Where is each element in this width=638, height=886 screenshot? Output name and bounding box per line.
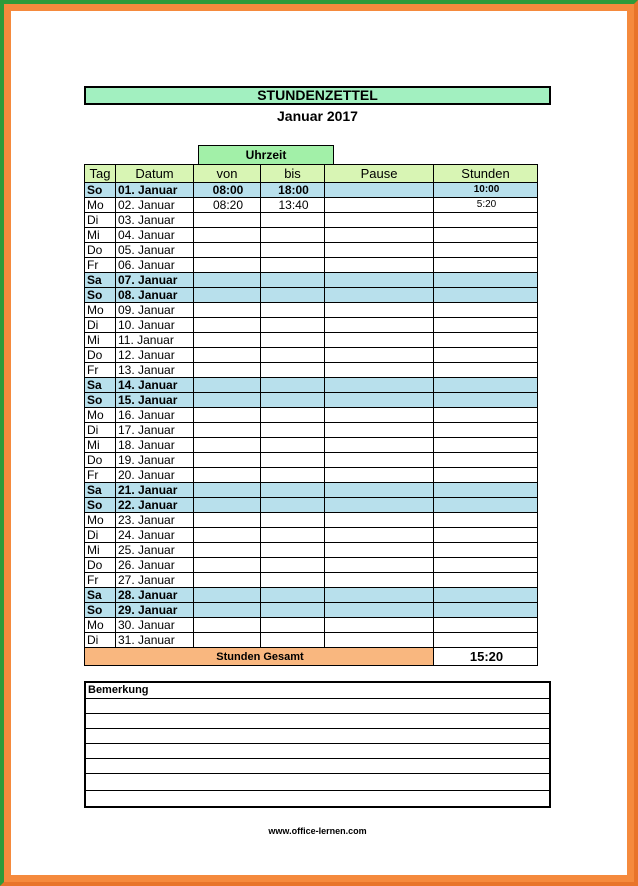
cell-bis[interactable] <box>261 468 325 483</box>
cell-von[interactable] <box>194 318 261 333</box>
table-row <box>85 243 538 258</box>
remarks-line <box>86 758 549 759</box>
cell-pause[interactable] <box>325 498 434 513</box>
column-header-datum: Datum <box>116 165 194 183</box>
cell-tag: So <box>85 183 116 198</box>
cell-pause[interactable] <box>325 513 434 528</box>
cell-bis[interactable] <box>261 513 325 528</box>
table-row <box>85 273 538 288</box>
table-header-row <box>85 165 538 183</box>
total-row <box>85 648 538 666</box>
column-header-stunden: Stunden <box>434 165 538 183</box>
cell-datum: 28. Januar <box>116 588 194 603</box>
cell-pause[interactable] <box>325 243 434 258</box>
cell-tag: So <box>85 603 116 618</box>
cell-stunden[interactable] <box>434 528 538 543</box>
cell-datum: 11. Januar <box>116 333 194 348</box>
cell-bis[interactable] <box>261 318 325 333</box>
cell-von[interactable] <box>194 258 261 273</box>
cell-tag: So <box>85 393 116 408</box>
cell-datum: 03. Januar <box>116 213 194 228</box>
table-row <box>85 183 538 198</box>
cell-stunden[interactable] <box>434 258 538 273</box>
cell-von[interactable] <box>194 213 261 228</box>
cell-datum: 18. Januar <box>116 438 194 453</box>
cell-pause[interactable] <box>325 363 434 378</box>
cell-datum: 07. Januar <box>116 273 194 288</box>
cell-tag: Mo <box>85 618 116 633</box>
footer-url: www.office-lernen.com <box>268 826 367 836</box>
cell-von[interactable] <box>194 588 261 603</box>
table-row <box>85 603 538 618</box>
cell-pause[interactable] <box>325 378 434 393</box>
cell-tag: Fr <box>85 468 116 483</box>
cell-stunden[interactable] <box>434 288 538 303</box>
cell-bis[interactable] <box>261 633 325 648</box>
table-row <box>85 483 538 498</box>
cell-bis[interactable]: 13:40 <box>261 198 325 213</box>
cell-pause[interactable] <box>325 318 434 333</box>
table-row <box>85 393 538 408</box>
cell-bis[interactable] <box>261 543 325 558</box>
cell-pause[interactable] <box>325 288 434 303</box>
remarks-line <box>86 713 549 714</box>
cell-bis[interactable] <box>261 618 325 633</box>
cell-bis[interactable] <box>261 213 325 228</box>
cell-stunden[interactable] <box>434 318 538 333</box>
cell-bis[interactable] <box>261 558 325 573</box>
table-row <box>85 213 538 228</box>
table-row <box>85 573 538 588</box>
cell-tag: Fr <box>85 573 116 588</box>
cell-pause[interactable] <box>325 213 434 228</box>
cell-pause[interactable] <box>325 258 434 273</box>
table-row <box>85 543 538 558</box>
cell-bis[interactable] <box>261 333 325 348</box>
table-row <box>85 228 538 243</box>
cell-bis[interactable] <box>261 528 325 543</box>
cell-datum: 10. Januar <box>116 318 194 333</box>
remarks-line <box>86 743 549 744</box>
cell-bis[interactable] <box>261 393 325 408</box>
cell-datum: 02. Januar <box>116 198 194 213</box>
cell-bis[interactable] <box>261 273 325 288</box>
cell-pause[interactable] <box>325 333 434 348</box>
cell-datum: 22. Januar <box>116 498 194 513</box>
cell-pause[interactable] <box>325 483 434 498</box>
cell-stunden[interactable] <box>434 618 538 633</box>
cell-stunden[interactable] <box>434 633 538 648</box>
cell-tag: Sa <box>85 483 116 498</box>
cell-pause[interactable] <box>325 198 434 213</box>
cell-stunden[interactable] <box>434 363 538 378</box>
cell-bis[interactable] <box>261 423 325 438</box>
cell-pause[interactable] <box>325 558 434 573</box>
remarks-box[interactable] <box>84 681 551 808</box>
cell-stunden[interactable] <box>434 273 538 288</box>
cell-datum: 14. Januar <box>116 378 194 393</box>
cell-stunden[interactable] <box>434 513 538 528</box>
cell-von[interactable] <box>194 378 261 393</box>
cell-pause[interactable] <box>325 588 434 603</box>
cell-tag: Fr <box>85 363 116 378</box>
table-row <box>85 438 538 453</box>
cell-tag: Mi <box>85 333 116 348</box>
cell-tag: Do <box>85 243 116 258</box>
cell-von[interactable] <box>194 483 261 498</box>
cell-stunden[interactable] <box>434 348 538 363</box>
cell-pause[interactable] <box>325 453 434 468</box>
cell-bis[interactable] <box>261 228 325 243</box>
cell-pause[interactable] <box>325 183 434 198</box>
table-row <box>85 633 538 648</box>
table-row <box>85 498 538 513</box>
cell-pause[interactable] <box>325 408 434 423</box>
cell-von[interactable] <box>194 363 261 378</box>
uhrzeit-group-header: Uhrzeit <box>198 145 334 164</box>
cell-pause[interactable] <box>325 423 434 438</box>
cell-von[interactable] <box>194 453 261 468</box>
cell-bis[interactable] <box>261 288 325 303</box>
cell-bis[interactable] <box>261 348 325 363</box>
cell-von[interactable] <box>194 618 261 633</box>
cell-datum: 27. Januar <box>116 573 194 588</box>
cell-von[interactable] <box>194 333 261 348</box>
cell-bis[interactable] <box>261 258 325 273</box>
cell-von[interactable] <box>194 573 261 588</box>
cell-tag: Do <box>85 558 116 573</box>
cell-datum: 13. Januar <box>116 363 194 378</box>
cell-stunden[interactable] <box>434 423 538 438</box>
cell-von[interactable] <box>194 603 261 618</box>
cell-stunden[interactable] <box>434 438 538 453</box>
cell-tag: Di <box>85 528 116 543</box>
cell-bis[interactable] <box>261 483 325 498</box>
cell-tag: Sa <box>85 273 116 288</box>
cell-bis[interactable] <box>261 243 325 258</box>
cell-von[interactable] <box>194 513 261 528</box>
cell-bis[interactable] <box>261 573 325 588</box>
cell-tag: Mo <box>85 513 116 528</box>
column-header-pause: Pause <box>325 165 434 183</box>
cell-pause[interactable] <box>325 633 434 648</box>
cell-datum: 31. Januar <box>116 633 194 648</box>
cell-von[interactable] <box>194 228 261 243</box>
cell-stunden[interactable] <box>434 393 538 408</box>
cell-bis[interactable] <box>261 453 325 468</box>
cell-von[interactable] <box>194 408 261 423</box>
cell-stunden[interactable] <box>434 468 538 483</box>
cell-datum: 15. Januar <box>116 393 194 408</box>
cell-tag: Mi <box>85 543 116 558</box>
remarks-label: Bemerkung <box>88 684 149 696</box>
cell-tag: Di <box>85 423 116 438</box>
table-row <box>85 423 538 438</box>
cell-von[interactable] <box>194 528 261 543</box>
table-row <box>85 333 538 348</box>
table-row <box>85 288 538 303</box>
cell-von[interactable] <box>194 558 261 573</box>
cell-tag: So <box>85 498 116 513</box>
cell-datum: 16. Januar <box>116 408 194 423</box>
cell-tag: Di <box>85 633 116 648</box>
cell-stunden[interactable] <box>434 408 538 423</box>
cell-bis[interactable]: 18:00 <box>261 183 325 198</box>
cell-pause[interactable] <box>325 303 434 318</box>
table-body <box>85 183 538 648</box>
cell-tag: So <box>85 288 116 303</box>
cell-stunden[interactable] <box>434 243 538 258</box>
cell-stunden[interactable] <box>434 603 538 618</box>
cell-von[interactable] <box>194 348 261 363</box>
cell-tag: Fr <box>85 258 116 273</box>
table-row <box>85 363 538 378</box>
cell-von[interactable] <box>194 438 261 453</box>
table-row <box>85 618 538 633</box>
table-row <box>85 303 538 318</box>
cell-von[interactable] <box>194 393 261 408</box>
remarks-line <box>86 728 549 729</box>
cell-datum: 21. Januar <box>116 483 194 498</box>
cell-datum: 05. Januar <box>116 243 194 258</box>
cell-stunden[interactable] <box>434 453 538 468</box>
cell-datum: 29. Januar <box>116 603 194 618</box>
cell-pause[interactable] <box>325 543 434 558</box>
table-row <box>85 528 538 543</box>
cell-bis[interactable] <box>261 303 325 318</box>
cell-stunden[interactable] <box>434 378 538 393</box>
cell-bis[interactable] <box>261 408 325 423</box>
cell-von[interactable] <box>194 423 261 438</box>
cell-datum: 12. Januar <box>116 348 194 363</box>
cell-datum: 19. Januar <box>116 453 194 468</box>
cell-bis[interactable] <box>261 438 325 453</box>
cell-datum: 30. Januar <box>116 618 194 633</box>
cell-tag: Sa <box>85 378 116 393</box>
cell-stunden[interactable] <box>434 543 538 558</box>
column-header-bis: bis <box>261 165 325 183</box>
cell-pause[interactable] <box>325 438 434 453</box>
remarks-line <box>86 698 549 699</box>
cell-datum: 20. Januar <box>116 468 194 483</box>
cell-datum: 06. Januar <box>116 258 194 273</box>
cell-von[interactable] <box>194 543 261 558</box>
table-row <box>85 513 538 528</box>
table-row <box>85 468 538 483</box>
cell-stunden[interactable] <box>434 303 538 318</box>
cell-von[interactable] <box>194 633 261 648</box>
cell-stunden[interactable] <box>434 333 538 348</box>
cell-von[interactable] <box>194 468 261 483</box>
table-row <box>85 258 538 273</box>
cell-stunden[interactable]: 5:20 <box>434 198 538 213</box>
cell-datum: 26. Januar <box>116 558 194 573</box>
cell-pause[interactable] <box>325 573 434 588</box>
total-label: Stunden Gesamt <box>85 648 434 666</box>
cell-stunden[interactable] <box>434 483 538 498</box>
cell-stunden[interactable] <box>434 588 538 603</box>
total-value[interactable]: 15:20 <box>434 648 538 666</box>
cell-pause[interactable] <box>325 618 434 633</box>
cell-stunden[interactable] <box>434 213 538 228</box>
remarks-line <box>86 790 549 791</box>
cell-von[interactable] <box>194 303 261 318</box>
table-row <box>85 348 538 363</box>
cell-pause[interactable] <box>325 468 434 483</box>
column-header-tag: Tag <box>85 165 116 183</box>
month-subtitle: Januar 2017 <box>277 108 358 124</box>
cell-von[interactable] <box>194 243 261 258</box>
cell-tag: Do <box>85 453 116 468</box>
cell-tag: Mo <box>85 198 116 213</box>
cell-datum: 01. Januar <box>116 183 194 198</box>
cell-stunden[interactable]: 10:00 <box>434 183 538 198</box>
cell-pause[interactable] <box>325 393 434 408</box>
remarks-line <box>86 773 549 774</box>
table-row <box>85 588 538 603</box>
cell-stunden[interactable] <box>434 558 538 573</box>
cell-pause[interactable] <box>325 528 434 543</box>
table-row <box>85 558 538 573</box>
cell-datum: 09. Januar <box>116 303 194 318</box>
cell-pause[interactable] <box>325 273 434 288</box>
cell-datum: 17. Januar <box>116 423 194 438</box>
cell-datum: 24. Januar <box>116 528 194 543</box>
cell-von[interactable]: 08:00 <box>194 183 261 198</box>
cell-von[interactable] <box>194 288 261 303</box>
cell-pause[interactable] <box>325 348 434 363</box>
cell-von[interactable] <box>194 273 261 288</box>
table-row <box>85 318 538 333</box>
cell-datum: 08. Januar <box>116 288 194 303</box>
cell-datum: 04. Januar <box>116 228 194 243</box>
cell-stunden[interactable] <box>434 498 538 513</box>
cell-tag: Do <box>85 348 116 363</box>
cell-stunden[interactable] <box>434 573 538 588</box>
cell-bis[interactable] <box>261 498 325 513</box>
table-row <box>85 408 538 423</box>
cell-stunden[interactable] <box>434 228 538 243</box>
cell-tag: Di <box>85 213 116 228</box>
cell-pause[interactable] <box>325 228 434 243</box>
cell-tag: Mi <box>85 438 116 453</box>
cell-datum: 23. Januar <box>116 513 194 528</box>
cell-bis[interactable] <box>261 363 325 378</box>
cell-bis[interactable] <box>261 588 325 603</box>
cell-tag: Mo <box>85 408 116 423</box>
table-row <box>85 378 538 393</box>
cell-bis[interactable] <box>261 603 325 618</box>
cell-tag: Mo <box>85 303 116 318</box>
table-row <box>85 453 538 468</box>
cell-datum: 25. Januar <box>116 543 194 558</box>
cell-von[interactable] <box>194 498 261 513</box>
cell-tag: Mi <box>85 228 116 243</box>
timesheet-table <box>84 164 538 666</box>
column-header-von: von <box>194 165 261 183</box>
cell-von[interactable]: 08:20 <box>194 198 261 213</box>
cell-tag: Di <box>85 318 116 333</box>
cell-bis[interactable] <box>261 378 325 393</box>
table-row <box>85 198 538 213</box>
cell-pause[interactable] <box>325 603 434 618</box>
cell-tag: Sa <box>85 588 116 603</box>
page-title: STUNDENZETTEL <box>84 86 551 105</box>
